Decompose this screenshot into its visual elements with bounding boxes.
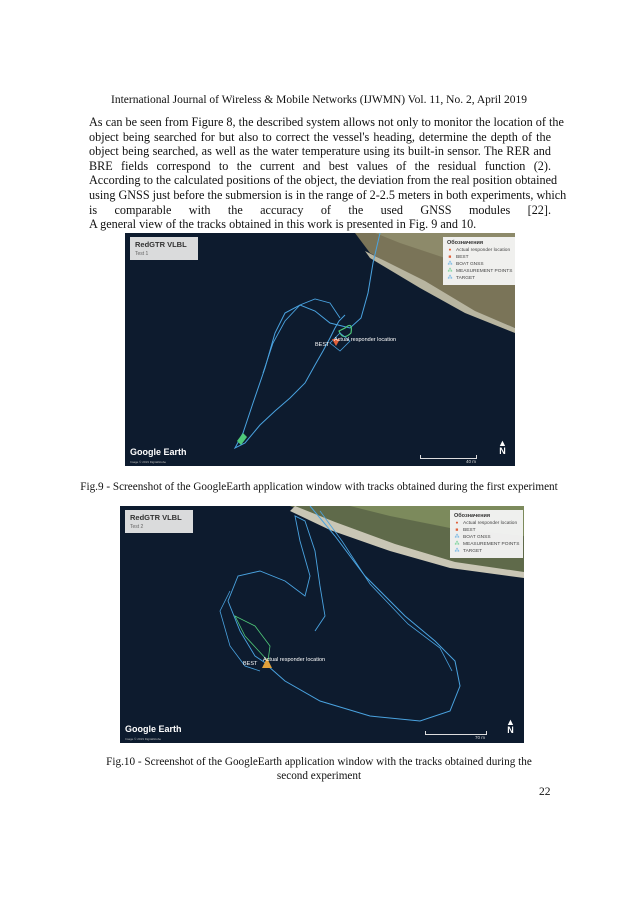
paragraph-line: According to the calculated positions of the object, the deviation from the real position obtained: [89, 173, 558, 188]
legend-title: Обозначения: [447, 240, 484, 246]
scale-label: 40 m: [466, 459, 477, 464]
paragraph-line: object being searched, as well as the water temperature using its built-in sensor. The RER and: [89, 144, 551, 159]
actual-location-label: Actual responder location: [334, 337, 397, 343]
paragraph-line: BRE fields correspond to the current and best values of the residual function (2).: [89, 158, 551, 173]
track-icon: ⁂: [447, 262, 453, 267]
legend-item: ⁂ BOAT GNSS: [447, 262, 484, 267]
paragraph-line: As can be seen from Figure 8, the described system allows not only to monitor the location of the: [89, 115, 564, 129]
figure-subtitle: Test 1: [135, 251, 149, 257]
google-earth-logo: Google Earth: [125, 724, 182, 734]
legend-item: ⁂ TARGET: [454, 549, 483, 554]
marker-icon: ■: [448, 255, 452, 260]
north-arrow: ▲ N: [506, 717, 515, 735]
best-label: BEST: [243, 661, 258, 667]
figure-title: RedGTR VLBL: [135, 240, 187, 249]
legend-item: ● Actual responder location: [455, 521, 518, 526]
scale-label: 70 m: [475, 735, 486, 740]
figure-title: RedGTR VLBL: [130, 513, 182, 522]
legend-item: ⁂ MEASUREMENT POINTS: [454, 542, 520, 547]
track-icon: ⁂: [454, 542, 460, 547]
journal-header: International Journal of Wireless & Mobile Networks (IJWMN) Vol. 11, No. 2, April 2019: [111, 94, 527, 106]
marker-icon: ●: [448, 248, 452, 253]
actual-location-label: Actual responder location: [263, 657, 326, 663]
paragraph-line: using GNSS just before the submersion is in the range of 2-2.5 meters in both experiments, which: [89, 187, 567, 202]
legend-item: ⁂ TARGET: [447, 276, 476, 281]
caption-line: second experiment: [276, 770, 362, 782]
figure-9-title-box: [130, 237, 198, 260]
figure-9-legend: [443, 237, 515, 285]
track-icon: ⁂: [454, 549, 460, 554]
legend-item: ⁂ MEASUREMENT POINTS: [447, 269, 513, 274]
north-arrow-icon: ▲: [498, 438, 507, 448]
north-arrow: ▲ N: [498, 438, 507, 456]
target-point: [237, 433, 247, 445]
figure-10-title-box: [125, 510, 193, 533]
figure-subtitle: Test 2: [130, 524, 144, 530]
north-arrow-icon: ▲: [506, 717, 515, 727]
paragraph-line: object being searched for but also to correct the vessel's heading, determine the depth of the: [89, 129, 551, 144]
google-earth-logo: Google Earth: [130, 447, 187, 457]
body-paragraph: [89, 115, 567, 232]
marker-icon: ■: [455, 528, 459, 533]
figure-10-legend: [450, 510, 523, 558]
legend-title: Обозначения: [454, 513, 491, 519]
figure-10-screenshot: [120, 506, 524, 743]
figure-9-caption: Fig.9 - Screenshot of the GoogleEarth application window with tracks obtained during the first experiment: [80, 481, 558, 493]
marker-icon: ●: [455, 521, 459, 526]
track-icon: ⁂: [454, 535, 460, 540]
legend-item: ● Actual responder location: [448, 248, 511, 253]
caption-line: Fig.10 - Screenshot of the GoogleEarth application window with the tracks obtained during the: [106, 756, 532, 768]
best-label: BEST: [315, 342, 330, 348]
paragraph-line: A general view of the tracks obtained in this work is presented in Fig. 9 and 10.: [89, 217, 477, 232]
page-number: 22: [539, 786, 551, 798]
imagery-credit: Image © 2019 DigitalGlobe: [125, 737, 162, 741]
track-icon: ⁂: [447, 269, 453, 274]
legend-item: ⁂ BOAT GNSS: [454, 535, 491, 540]
figure-9-screenshot: [125, 233, 515, 466]
legend-item: ■ BEST: [448, 255, 469, 260]
imagery-credit: Image © 2019 DigitalGlobe: [130, 460, 167, 464]
track-icon: ⁂: [447, 276, 453, 281]
paragraph-line: is comparable with the accuracy of the used GNSS modules [22].: [89, 202, 551, 217]
legend-item: ■ BEST: [455, 528, 476, 533]
figure-10-caption: [0, 755, 638, 783]
